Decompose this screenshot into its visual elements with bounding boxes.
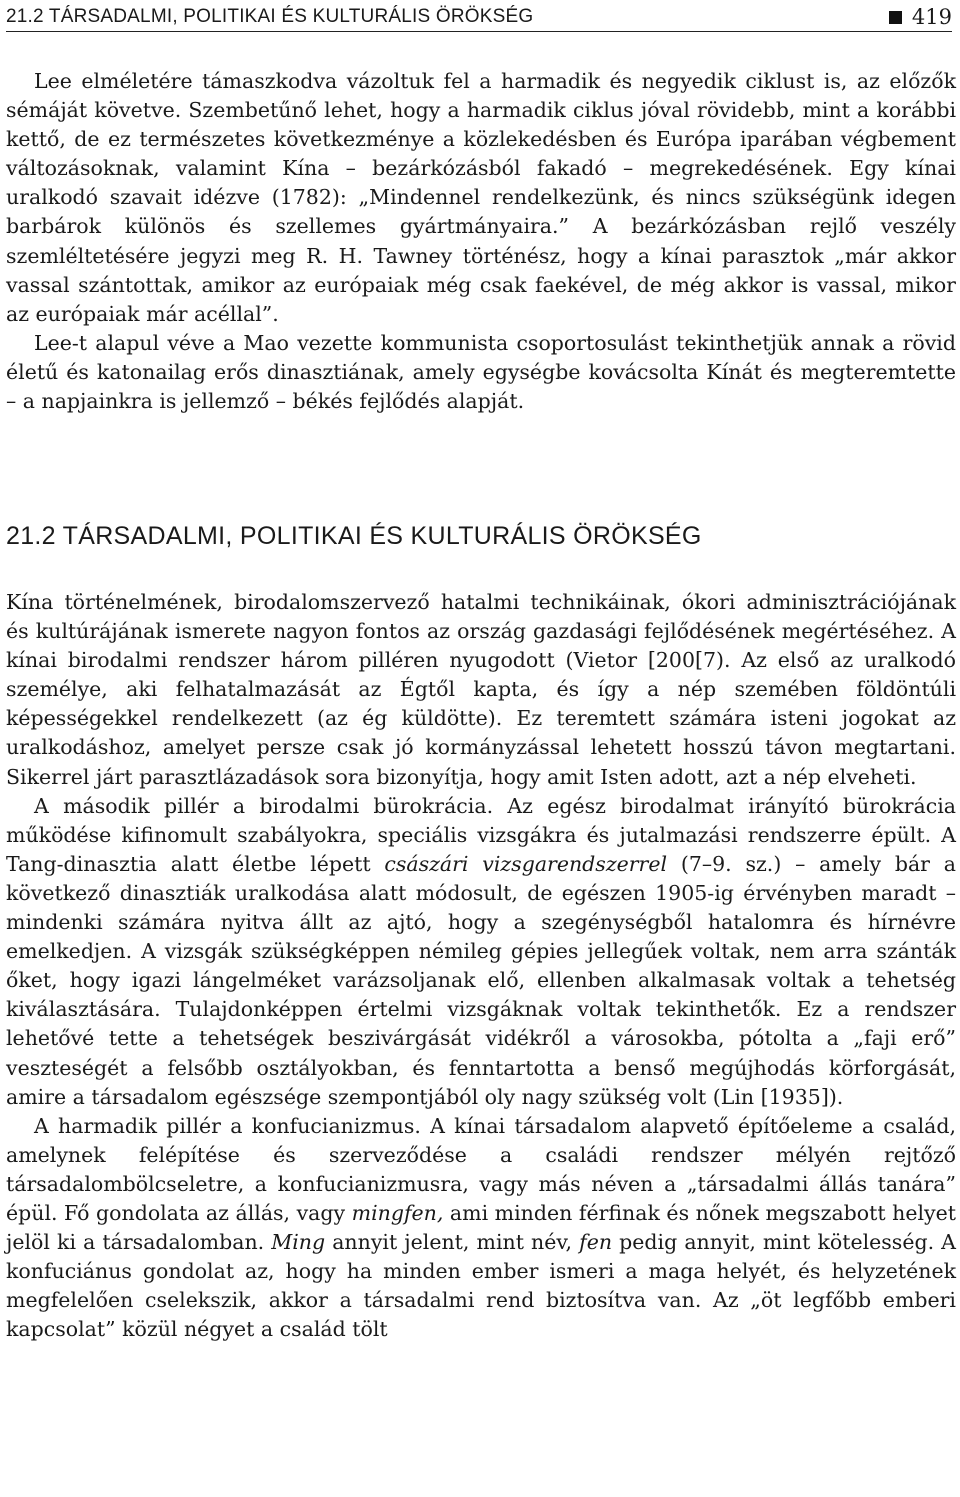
running-title: 21.2 TÁRSADALMI, POLITIKAI ÉS KULTURÁLIS ÖRÖKSÉG [6,6,534,27]
paragraph: Lee-t alapul véve a Mao vezette kommunista csoportosulást tekinthetjük annak a rövid életű és katonailag erős dinasztiának, amely egységbe kovácsolta Kínát és megteremtette – a napjainkra is jellemző – békés fejlődés alapját. [6,330,956,414]
paragraph: Lee elméletére támaszkodva vázoltuk fel a harmadik és negyedik ciklust is, az előzők sémáját követve. Szembetűnő lehet, hogy a harmadik ciklus jóval rövidebb, mint a korábbi kettő, de ez természetes következménye a közlekedésben és Európa iparában végbement változásoknak, valamint Kína – bezárkózásból fakadó – megrekedésének. Egy kínai uralkodó szavait idézve (1782): „Mindennel rendelkezünk, és nincs szükségünk idegen barbárok különös és szellemes gyártmányaira.” A bezárkózásban rejlő veszély szemléltetésére jegyzi meg R. H. Tawney történész, hogy a kínai parasztok „már akkor vassal szántottak, amikor az európaiak még csak faekével, de még akkor is vassal, mikor az európaiak már acéllal”. [6,69,956,326]
text-run: (7–9. sz.) – amely bár a következő dinasztiák uralkodása alatt módosult, de egészen 1905-ig érvényben maradt – mindenki számára nyitva állt az ajtó, hogy a szegénységből hatalomra és hírnévre emelkedjen. A vizsgák szükségképpen némileg gépies jellegűek voltak, nem arra szánták őket, hogy igazi lángelméket varázsoljanak elő, ellenben alkalmasak voltak a tehetség kiválasztására. Tulajdonképpen értelmi vizsgáknak voltak tekinthetők. Ez a rendszer lehetővé tette a tehetségek beszivárgását vidékről a városokba, pótolta a „faji erő” veszteségét a felsőbb osztályokban, és fenntartotta a benső megújhodás körforgását, amire a társadalom egészsége szempontjából oly nagy szükség volt (Lin [1935]). [6,851,956,1109]
emphasis: Ming [271,1230,326,1255]
text-run: ami minden férfinak és nőnek megszabott helyet jelöl ki a társadalomban. [6,1200,956,1255]
section-text [6,588,956,1344]
square-bullet-icon [889,11,902,24]
page-number: 419 [911,5,952,29]
text-run: pedig annyit, mint kötelesség. A konfuciánus gondolat az, hogy ha minden ember ismeri a maga helyét, és helyzetének megfelelően cselekszik, akkor a társadalmi rend biztosítva van. Az „öt legfőbb emberi kapcsolat” közül négyet a család tölt [6,1230,956,1342]
text-run: A második pillér a birodalmi bürokrácia. Az egész birodalmat irányító bürokrácia működése kifinomult szabályokra, speciális vizsgákra és jutalmazási rendszerre épült. A Tang-dinasztia alatt életbe lépett [6,793,956,876]
section-heading: 21.2 TÁRSADALMI, POLITIKAI ÉS KULTURÁLIS ÖRÖKSÉG [6,522,702,550]
paragraph: Kína történelmének, birodalomszervező hatalmi technikáinak, ókori adminisztrációjának és kultúrájának ismerete nagyon fontos az ország gazdasági fejlődésének megértéséhez. A kínai birodalmi rendszer három pilléren nyugodott (Vietor [200[7). Az első az uralkodó személye, aki felhatalmazását az Égtől kapta, és így a nép szemében földöntúli képességekkel rendelkezett (az ég küldötte). Ez teremtett számára isteni jogokat az uralkodáshoz, amelyet persze csak jó kormányzással lehetett hosszú távon megtartani. Sikerrel járt parasztlázadások sora bizonyítja, hogy amit Isten adott, azt a nép elveheti. [6,590,956,789]
emphasis: mingfen, [351,1200,444,1225]
page-number-group [889,5,952,29]
paragraph [6,792,956,1112]
paragraph [6,1112,956,1345]
text-run: A harmadik pillér a konfucianizmus. A kínai társadalom alapvető építőeleme a család, amelynek felépítése és szerveződése a családi rendszer mélyén rejtőző társadalombölcseletre, a konfucianizmusra, vagy más néven a „társadalmi állás tanára” épül. Fő gondolata az állás, vagy [6,1113,956,1225]
emphasis: fen [579,1230,613,1255]
text-run: annyit jelent, mint név, [325,1230,580,1255]
running-header [6,0,952,32]
emphasis: császári vizsgarendszerrel [384,851,668,876]
intro-text [6,67,956,416]
